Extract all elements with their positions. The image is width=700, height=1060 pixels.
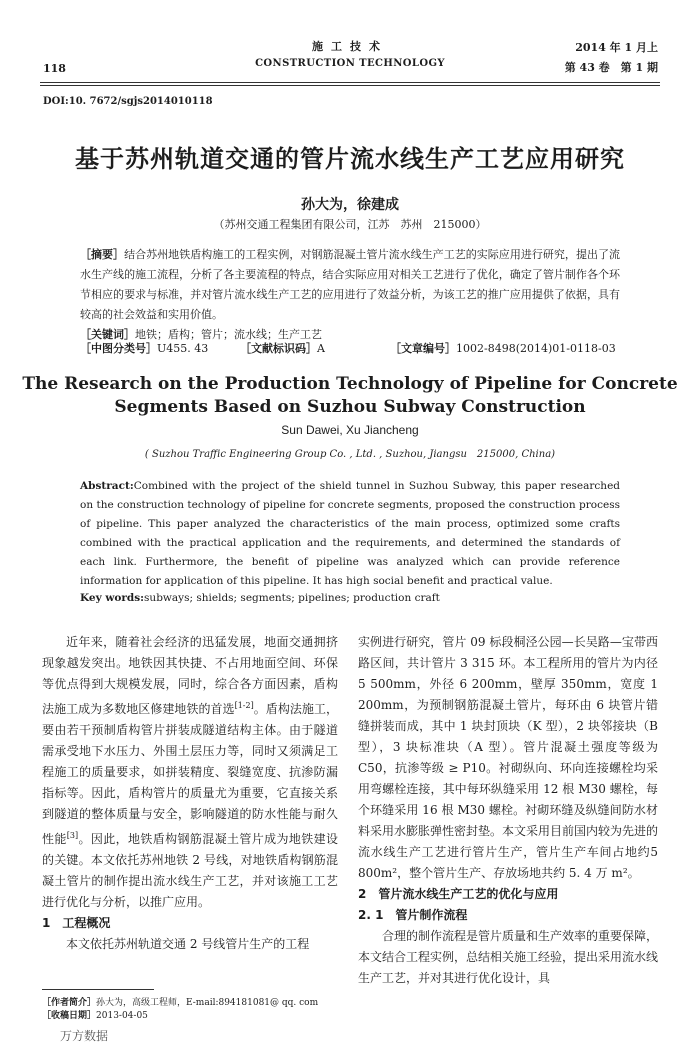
abstract-cn [80,245,620,345]
abstract-en-label: Abstract: [80,480,134,492]
intro-text-b: 。盾构法施工，要由若干预制盾构管片拼装成隧道结构主体。由于隧道需承受地下水压力、外围土层压力等，同时又须满足工程施工的质量要求，如拼装精度、裂缝宽度、抗渗防漏指标等。因此，盾构管片的质量尤为重要，它直接关系到隧道的整体质量与安全，影响隧道的防水性能与耐久性能 [42,702,338,846]
clc-label: ［中图分类号］ [80,342,157,355]
section-heading-1: 1 工程概况 [42,916,111,930]
intro-paragraph [42,632,338,913]
project-paragraph-start: 本文依托苏州轨道交通 2 号线管片生产的工程 [66,937,310,951]
keywords-en-label: Key words: [80,592,145,604]
section-heading-2: 2 管片流水线生产工艺的优化与应用 [358,887,559,901]
authors-en: Sun Dawei, Xu Jiancheng [281,423,419,437]
page-number: 118 [43,62,66,75]
classification-codes [80,339,640,359]
doc-label: ［文献标识码］ [240,342,317,355]
footnote-rule [42,989,154,990]
journal-name-cn: 施工技术 [312,40,388,53]
keywords-cn-label: ［关键词］ [80,328,135,341]
doi: DOI:10. 7672/sgjs2014010118 [43,96,213,107]
clc-value: U455. 43 [157,342,209,355]
received-footnote [42,1010,338,1023]
clc-code [80,339,240,359]
received-footnote-label: ［收稿日期］ [42,1011,97,1021]
abstract-cn-text: 结合苏州地铁盾构施工的工程实例，对钢筋混凝土管片流水线生产工艺的实际应用进行研究，提出了流水生产线的施工流程，分析了各主要流程的特点，结合实际应用对相关工艺进行了优化，确定了管片制作各个环节相应的要求与标准，并对管片流水线生产工艺的应用进行了效益分析，为该工艺的推广应用提供了依据，具有较高的社会效益和实用价值。 [80,248,621,321]
authors-cn: 孙大为，徐建成 [301,197,399,213]
author-footnote-text: 孙大为，高级工程师，E-mail:894181081@ qq. com [96,998,319,1008]
abstract-cn-label: ［摘要］ [80,248,125,261]
body-column-left [42,632,338,955]
header-rule-top [40,82,660,83]
author-footnote-label: ［作者简介］ [42,998,97,1008]
intro-text-c: 。因此，地铁盾构钢筋混凝土管片成为地铁建设的关键。本文依托苏州地铁 2 号线，对地铁盾构钢筋混凝土管片的制作提出流水线生产工艺，并对该施工工艺进行优化与分析，以推广应用。 [42,832,338,909]
body-column-right [358,632,658,989]
affiliation-en: ( Suzhou Traffic Engineering Group Co. , Ltd. , Suzhou, Jiangsu 215000, China) [144,449,556,460]
issue-info [565,38,658,78]
doc-code [240,339,390,359]
project-paragraph-cont: 实例进行研究，管片 09 标段桐泾公园—长吴路—宝带西路区间，共计管片 3 315 环。本工程所用的管片为内径 5 500mm，外径 6 200mm，壁厚 350mm，宽度 1 200mm，为预制钢筋混凝土管片，每环由 6 块管片错缝拼装而成，其中 1 块封顶块（K 型），2 块邻接块（B 型），3 块标准块（A 型）。管片混凝土强度等级为 C50，抗渗等级 ≥ P10。衬砌纵向、环向连接螺栓均采用弯螺栓连接，其中每环纵缝采用 12 根 M30 螺栓，每个环缝采用 16 根 M30 螺栓。衬砌环缝及纵缝间防水材料采用水膨胀弹性密封垫。本文采用目前国内较为先进的流水线生产工艺进行管片生产，管片生产车间占地约5 800m²，整个管片生产、存放场地共约 5. 4 万 m²。 [358,635,659,880]
footnotes [42,997,338,1023]
affiliation-cn: （苏州交通工程集团有限公司，江苏 苏州 215000） [213,218,487,231]
header-rule-bottom [40,85,660,86]
journal-name-en: CONSTRUCTION TECHNOLOGY [255,58,445,69]
issue-date: 2014 年 1 月上 [575,41,658,54]
citation-ref: [1-2] [234,701,254,710]
abstract-en [80,477,620,591]
section-heading-2-1: 2. 1 管片制作流程 [358,908,468,922]
title-en: The Research on the Production Technology of Pipeline for Concrete Segments Based on Suzhou Subway Construction [22,374,678,417]
watermark: 万方数据 [60,1029,109,1043]
keywords-en [80,592,620,604]
author-footnote [42,997,338,1010]
article-label: ［文章编号］ [390,342,456,355]
article-code [390,339,640,359]
keywords-cn-text: 地铁；盾构；管片；流水线；生产工艺 [135,328,322,341]
doc-value: A [317,342,325,355]
process-paragraph: 合理的制作流程是管片质量和生产效率的重要保障，本文结合工程实例，总结相关施工经验，提出采用流水线生产工艺，并对其进行优化设计，具 [358,929,659,985]
article-value: 1002-8498(2014)01-0118-03 [456,342,616,355]
intro-text-a: 近年来，随着社会经济的迅猛发展，地面交通拥挤现象越发突出。地铁因其快捷、不占用地面空间、环保等优点得到大规模发展，同时，综合各方面因素，盾构法施工成为多数地区修建地铁的首选 [42,635,338,716]
volume-issue: 第 43 卷 第 1 期 [564,61,658,74]
keywords-en-text: subways; shields; segments; pipelines; production craft [144,592,440,604]
title-cn: 基于苏州轨道交通的管片流水线生产工艺应用研究 [75,144,625,173]
received-footnote-text: 2013-04-05 [96,1011,148,1021]
abstract-en-text: Combined with the project of the shield tunnel in Suzhou Subway, this paper researched on the construction technology of pipeline for concrete segments, proposed the construction process of pipeline. This paper analyzed the characteristics of the main process, optimized some crafts combined with the practical application and the requirements, and determined the standards of each link. Furthermore, the benefit of pipeline was analyzed which can provide reference information for application of this pipeline. It has high social benefit and practical value. [80,480,620,587]
citation-ref: [3] [66,831,79,840]
